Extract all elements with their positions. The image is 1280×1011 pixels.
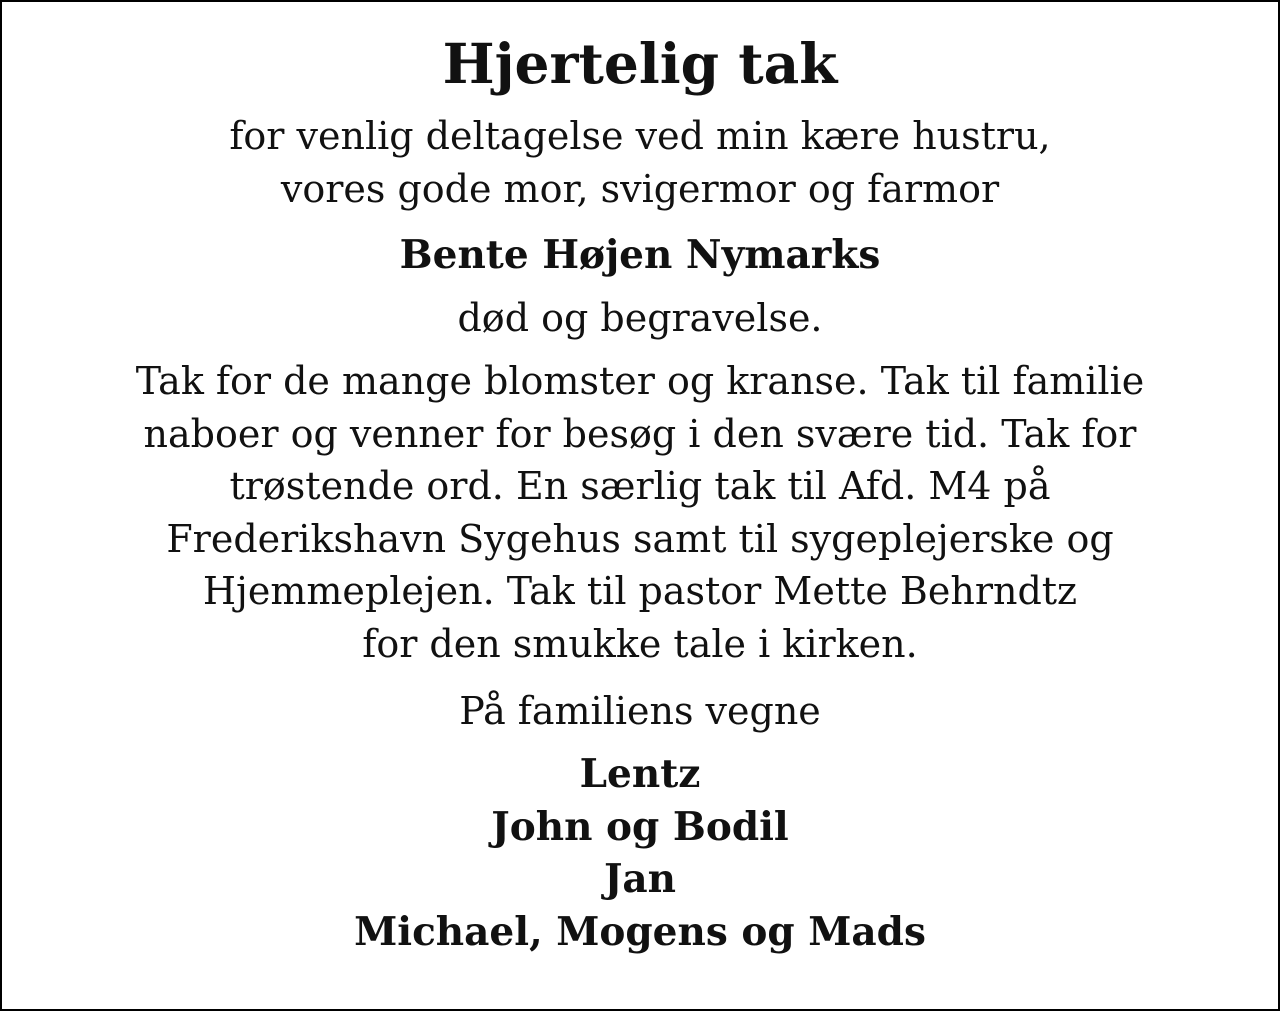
- closing-text: På familiens vegne: [459, 689, 821, 733]
- intro-line: vores gode mor, svigermor og farmor: [280, 167, 1000, 211]
- body-line: Frederikshavn Sygehus samt til sygeplejerske og: [166, 516, 1114, 561]
- thanks-body: [2, 355, 1278, 670]
- signer-name: Michael, Mogens og Mads: [354, 908, 926, 955]
- signer-name: Lentz: [579, 751, 701, 797]
- notice-title: Hjertelig tak: [442, 31, 838, 96]
- signer-name: John og Bodil: [491, 803, 789, 850]
- signers-list: [2, 748, 1278, 958]
- body-line: naboer og venner for besøg i den svære tid. Tak for: [143, 411, 1137, 456]
- body-line: for den smukke tale i kirken.: [362, 621, 918, 666]
- intro-line: for venlig deltagelse ved min kære hustru,: [229, 114, 1051, 158]
- body-line: Hjemmeplejen. Tak til pastor Mette Behrndtz: [202, 569, 1078, 613]
- body-line: Tak for de mange blomster og kranse. Tak til familie: [135, 359, 1145, 403]
- intro-text: [2, 110, 1278, 216]
- event-text: død og begravelse.: [457, 296, 823, 340]
- signer-name: Jan: [603, 856, 677, 902]
- deceased-name: Bente Højen Nymarks: [399, 232, 881, 278]
- body-line: trøstende ord. En særlig tak til Afd. M4 på: [229, 464, 1051, 508]
